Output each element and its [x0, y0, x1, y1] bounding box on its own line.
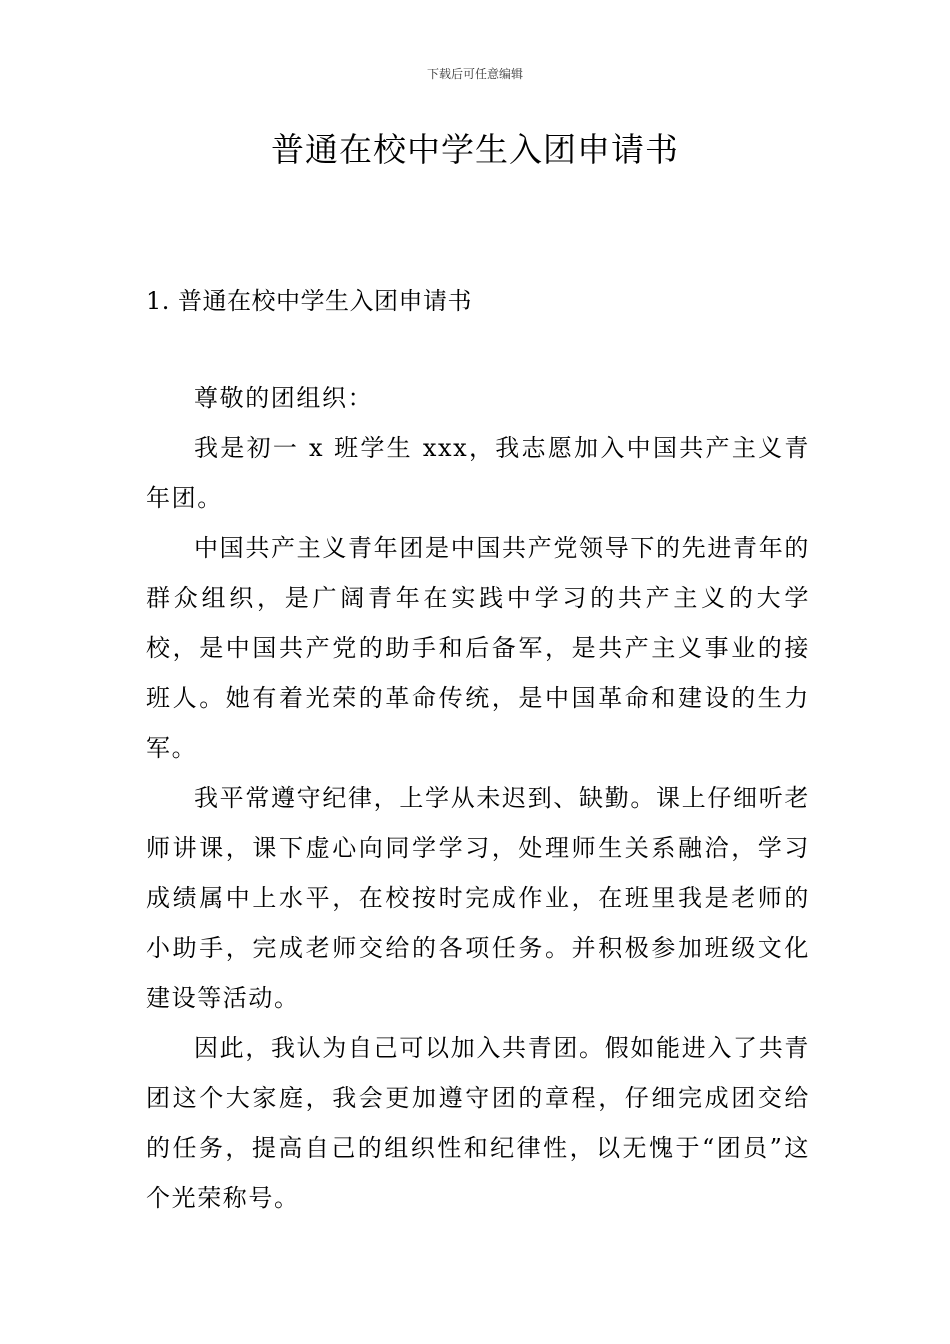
letter-body	[146, 373, 810, 1223]
paragraph-self-description: 我平常遵守纪律，上学从未迟到、缺勤。课上仔细听老师讲课，课下虚心向同学学习，处理师生关系融洽，学习成绩属中上水平，在校按时完成作业，在班里我是老师的小助手，完成老师交给的各项任务。并积极参加班级文化建设等活动。	[146, 784, 810, 1012]
document-title: 普通在校中学生入团申请书	[271, 130, 679, 169]
section-heading: 1. 普通在校中学生入团申请书	[146, 287, 473, 315]
paragraph-intro: 我是初一 x 班学生 xxx，我志愿加入中国共产主义青年团。	[146, 434, 810, 512]
header-note: 下载后可任意编辑	[426, 67, 523, 81]
paragraph-about-league: 中国共产主义青年团是中国共产党领导下的先进青年的群众组织，是广阔青年在实践中学习的共产主义的大学校，是中国共产党的助手和后备军，是共产主义事业的接班人。她有着光荣的革命传统，是中国革命和建设的生力军。	[146, 534, 810, 762]
salutation: 尊敬的团组织：	[194, 384, 374, 412]
paragraph-conclusion: 因此，我认为自己可以加入共青团。假如能进入了共青团这个大家庭，我会更加遵守团的章程，仔细完成团交给的任务，提高自己的组织性和纪律性，以无愧于“团员”这个光荣称号。	[146, 1034, 810, 1212]
